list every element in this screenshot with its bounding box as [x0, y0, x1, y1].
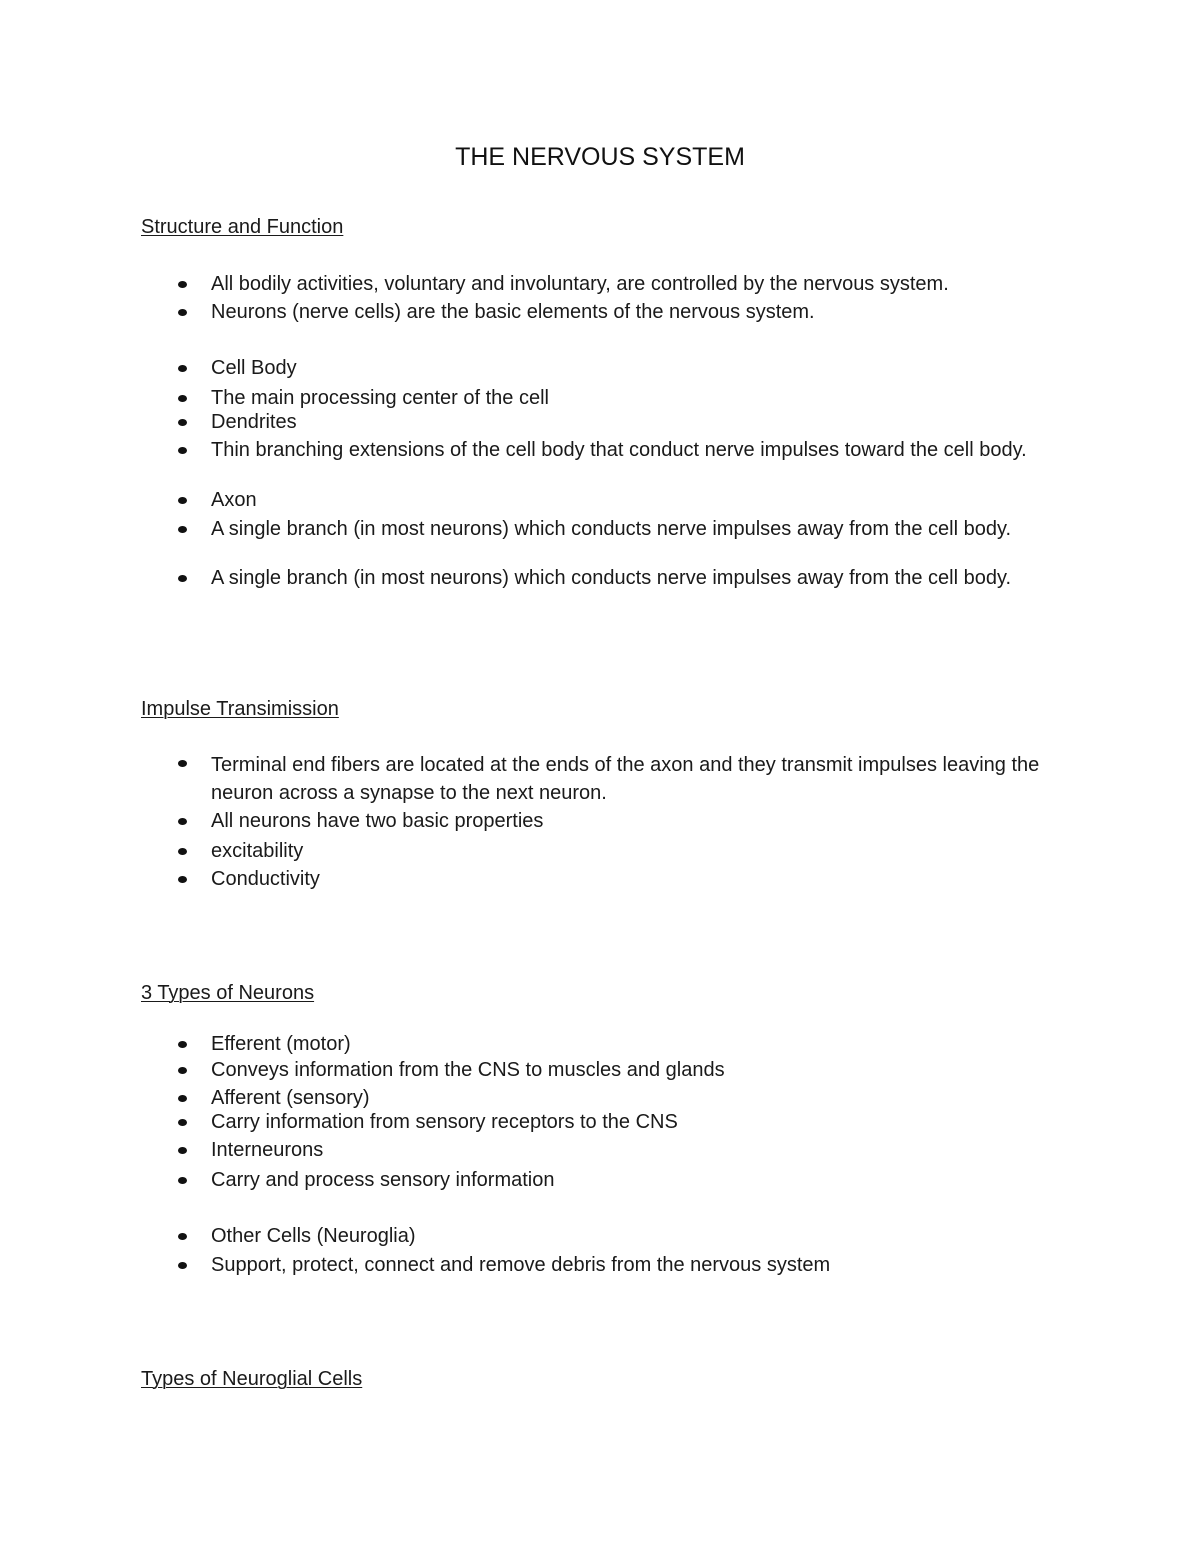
- bullet-icon: [178, 575, 187, 582]
- bullet-icon: [178, 365, 187, 372]
- bullet-icon: [178, 848, 187, 855]
- bullet-icon: [178, 419, 187, 426]
- list-item-text: Efferent (motor): [211, 1033, 351, 1055]
- bullet-icon: [178, 818, 187, 825]
- bullet-icon: [178, 876, 187, 883]
- bullet-icon: [178, 1095, 187, 1102]
- list-item-text: All neurons have two basic properties: [211, 810, 544, 832]
- list-item-text: Cell Body: [211, 357, 297, 379]
- list-item-text: A single branch (in most neurons) which conducts nerve impulses away from the cell body.: [211, 518, 1012, 540]
- section-heading-types-of-neurons: 3 Types of Neurons: [141, 982, 315, 1004]
- section-heading-impulse-transmission: Impulse Transimission: [141, 698, 339, 720]
- bullet-icon: [178, 1067, 187, 1074]
- section-heading-structure-and-function: Structure and Function: [141, 216, 344, 238]
- bullet-icon: [178, 1233, 187, 1240]
- list-item-text: Conductivity: [211, 868, 320, 890]
- list-item-text: Carry and process sensory information: [211, 1169, 555, 1191]
- list-item-text: Axon: [211, 489, 257, 511]
- list-item-text: Thin branching extensions of the cell body that conduct nerve impulses toward the cell body.: [211, 439, 1027, 461]
- bullet-icon: [178, 1041, 187, 1048]
- section-heading-types-of-neuroglial-cells: Types of Neuroglial Cells: [141, 1368, 363, 1390]
- bullet-icon: [178, 1262, 187, 1269]
- list-item-text: A single branch (in most neurons) which conducts nerve impulses away from the cell body.: [211, 567, 1012, 589]
- bullet-icon: [178, 309, 187, 316]
- list-item-text: Terminal end fibers are located at the ends of the axon and they transmit impulses leaving the neuron across a synapse to the next neuron.: [211, 754, 1040, 804]
- list-item-text: All bodily activities, voluntary and involuntary, are controlled by the nervous system.: [211, 273, 949, 295]
- list-item-text: Conveys information from the CNS to muscles and glands: [211, 1059, 725, 1081]
- list-item-text: Neurons (nerve cells) are the basic elements of the nervous system.: [211, 301, 815, 323]
- bullet-icon: [178, 760, 187, 767]
- list-item-text: Interneurons: [211, 1139, 324, 1161]
- list-item-text: The main processing center of the cell: [211, 387, 549, 409]
- bullet-icon: [178, 395, 187, 402]
- document-title: THE NERVOUS SYSTEM: [455, 143, 745, 171]
- bullet-icon: [178, 1119, 187, 1126]
- bullet-icon: [178, 447, 187, 454]
- list-item-text: Other Cells (Neuroglia): [211, 1225, 416, 1247]
- list-item-text: Support, protect, connect and remove debris from the nervous system: [211, 1254, 831, 1276]
- bullet-icon: [178, 1177, 187, 1184]
- list-item-text: excitability: [211, 840, 304, 862]
- bullet-icon: [178, 1147, 187, 1154]
- bullet-icon: [178, 526, 187, 533]
- list-item-text: Afferent (sensory): [211, 1087, 370, 1109]
- list-item-text: Carry information from sensory receptors to the CNS: [211, 1111, 678, 1133]
- list-item-text: Dendrites: [211, 411, 297, 433]
- bullet-icon: [178, 281, 187, 288]
- bullet-icon: [178, 497, 187, 504]
